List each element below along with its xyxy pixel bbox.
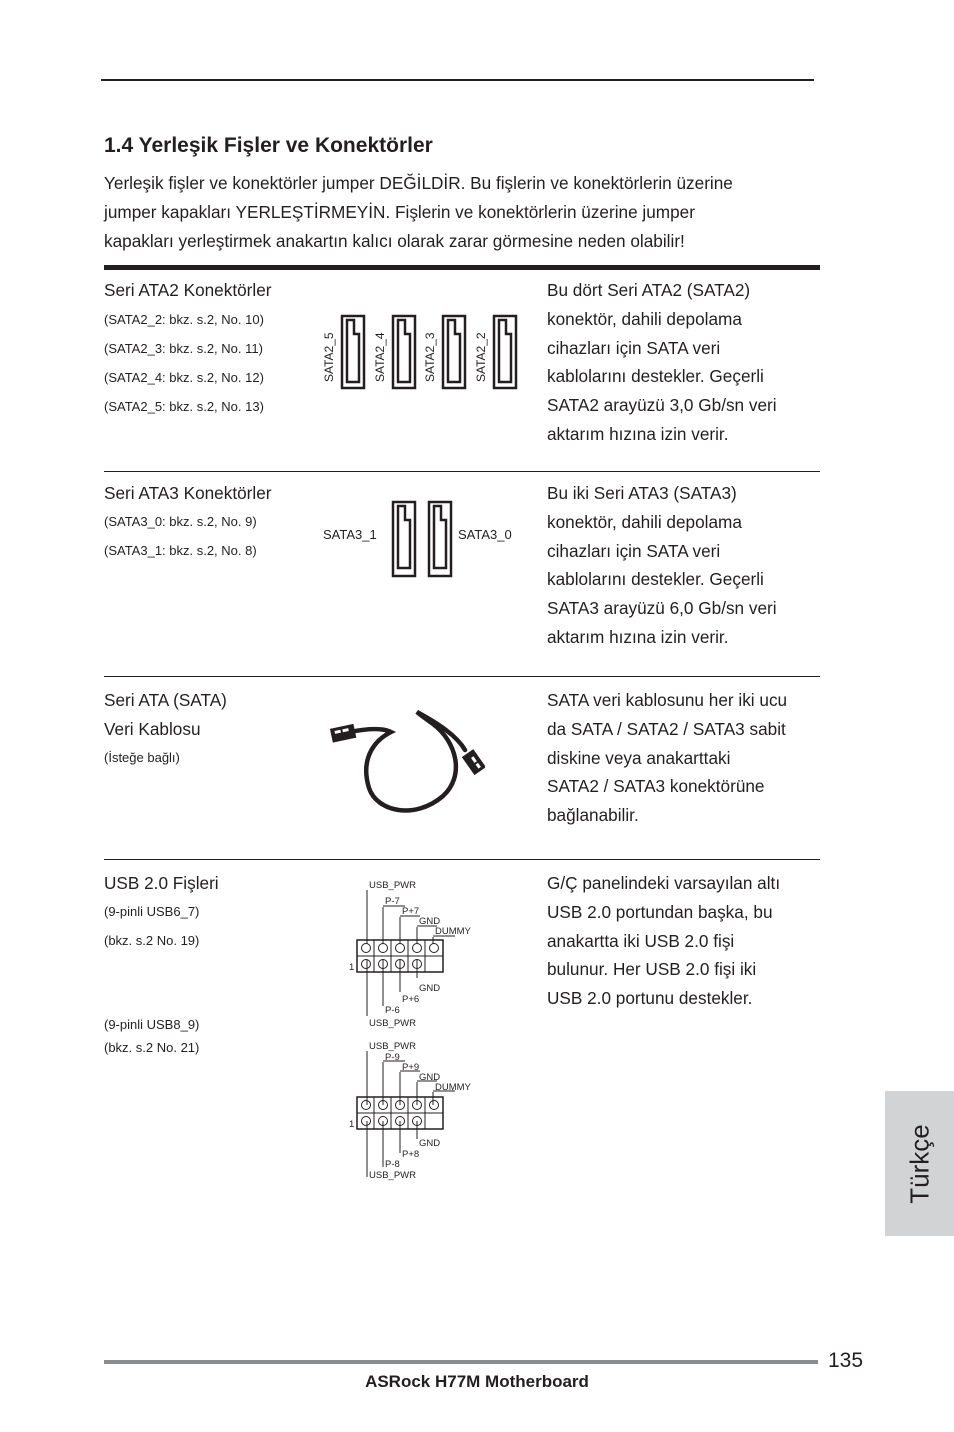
usb-pin-label: P-7 xyxy=(385,896,400,907)
cable-label: Seri ATA (SATA) xyxy=(104,690,227,710)
pin1-marker: 1 xyxy=(349,962,355,973)
sata2-4-connector xyxy=(373,316,415,388)
sata2-2-label: SATA2_2 xyxy=(474,332,488,382)
language-side-tab xyxy=(885,1091,954,1236)
usb-pin-label: USB_PWR xyxy=(369,880,416,891)
usb-pin-label: P-9 xyxy=(385,1052,400,1063)
sata2-ref: (SATA2_2: bkz. s.2, No. 10) xyxy=(104,312,264,327)
usb-ref: (9-pinli USB8_9) xyxy=(104,1017,200,1032)
usb-pin-label: P+7 xyxy=(402,906,420,917)
usb-description: G/Ç panelindeki varsayılan altı USB 2.0 portundan başka, bu anakartta iki USB 2.0 fişi bulunur. Her USB 2.0 fişi iki USB 2.0 portunu destekler. xyxy=(547,873,781,1009)
sata3-ref: (SATA3_0: bkz. s.2, No. 9) xyxy=(104,514,257,529)
sata2-connectors-diagram xyxy=(318,310,528,392)
cable-label: Veri Kablosu xyxy=(104,719,201,739)
sata3-description: Bu iki Seri ATA3 (SATA3) konektör, dahili depolama cihazları için SATA veri kablolarını destekler. Geçerli SATA3 arayüzü 6,0 Gb/sn veri aktarım hızına izin verir. xyxy=(547,483,777,647)
sata2-5-connector xyxy=(322,316,364,388)
sata3-connectors-diagram xyxy=(318,498,528,580)
usb-ref: (bkz. s.2 No. 21) xyxy=(104,1040,200,1055)
sata2-4-label: SATA2_4 xyxy=(373,332,387,382)
sata-cable-illustration xyxy=(325,700,485,830)
sata2-label: Seri ATA2 Konektörler xyxy=(104,280,272,300)
usb-ref: (bkz. s.2 No. 19) xyxy=(104,933,200,948)
sata3-1-label: SATA3_1 xyxy=(323,527,377,542)
sata2-5-label: SATA2_5 xyxy=(322,332,336,382)
usb8-9-header-diagram xyxy=(345,1035,485,1195)
heading-divider xyxy=(104,265,820,270)
usb-pin-label: DUMMY xyxy=(435,926,471,937)
usb-pin-label: USB_PWR xyxy=(369,1018,416,1029)
usb-pin-label: P+8 xyxy=(402,1149,420,1160)
usb6-7-header-diagram xyxy=(345,874,485,1034)
sata2-3-label: SATA2_3 xyxy=(423,332,437,382)
sata2-ref: (SATA2_3: bkz. s.2, No. 11) xyxy=(104,341,263,356)
sata2-ref: (SATA2_4: bkz. s.2, No. 12) xyxy=(104,370,264,385)
section-divider xyxy=(104,471,820,472)
page-number: 135 xyxy=(828,1349,864,1372)
sata3-0-label: SATA3_0 xyxy=(458,527,512,542)
usb-ref: (9-pinli USB6_7) xyxy=(104,904,200,919)
pin1-marker: 1 xyxy=(349,1119,355,1130)
usb-pin-label: P-6 xyxy=(385,1005,400,1016)
sata3-label: Seri ATA3 Konektörler xyxy=(104,483,272,503)
sata2-ref: (SATA2_5: bkz. s.2, No. 13) xyxy=(104,399,264,414)
usb-pin-label: USB_PWR xyxy=(369,1041,416,1052)
intro-paragraph: Yerleşik fişler ve konektörler jumper DEĞİLDİR. Bu fişlerin ve konektörlerin üzerine jumper kapakları YERLEŞTİRMEYİN. Fişlerin ve konektörlerin üzerine jumper kapakları yerleştirmek anakartın kalıcı olarak zarar görmesine neden olabilir! xyxy=(104,173,733,251)
footer-rule xyxy=(104,1360,818,1364)
footer-text: ASRock H77M Motherboard xyxy=(365,1372,589,1391)
language-tab-label: Türkçe xyxy=(904,1123,934,1204)
usb-pin-label: DUMMY xyxy=(435,1082,471,1093)
sata2-description: Bu dört Seri ATA2 (SATA2) konektör, dahili depolama cihazları için SATA veri kablolarını destekler. Geçerli SATA2 arayüzü 3,0 Gb/sn veri aktarım hızına izin verir. xyxy=(547,280,777,444)
usb-pin-label: GND xyxy=(419,983,441,994)
section-divider xyxy=(104,676,820,677)
usb-pin-label: P+6 xyxy=(402,994,420,1005)
sata2-3-connector xyxy=(423,316,465,388)
usb-label: USB 2.0 Fişleri xyxy=(104,873,219,893)
usb-pin-label: GND xyxy=(419,916,441,927)
sata3-1-connector xyxy=(393,502,415,576)
usb-pin-label: P+9 xyxy=(402,1062,420,1073)
cable-note: (İsteğe bağlı) xyxy=(104,750,180,765)
usb-pin-label: GND xyxy=(419,1138,441,1149)
sata3-ref: (SATA3_1: bkz. s.2, No. 8) xyxy=(104,543,257,558)
sata3-0-connector xyxy=(429,502,451,576)
top-rule xyxy=(101,79,814,81)
sata2-2-connector xyxy=(474,316,516,388)
usb-pin-label: GND xyxy=(419,1072,441,1083)
section-divider xyxy=(104,859,820,860)
cable-description: SATA veri kablosunu her iki ucu da SATA / SATA2 / SATA3 sabit diskine veya anakarttaki SATA2 / SATA3 konektörüne bağlanabilir. xyxy=(547,690,788,826)
usb-pin-label: P-8 xyxy=(385,1159,400,1170)
section-heading: 1.4 Yerleşik Fişler ve Konektörler xyxy=(104,134,433,157)
usb-pin-label: USB_PWR xyxy=(369,1170,416,1181)
